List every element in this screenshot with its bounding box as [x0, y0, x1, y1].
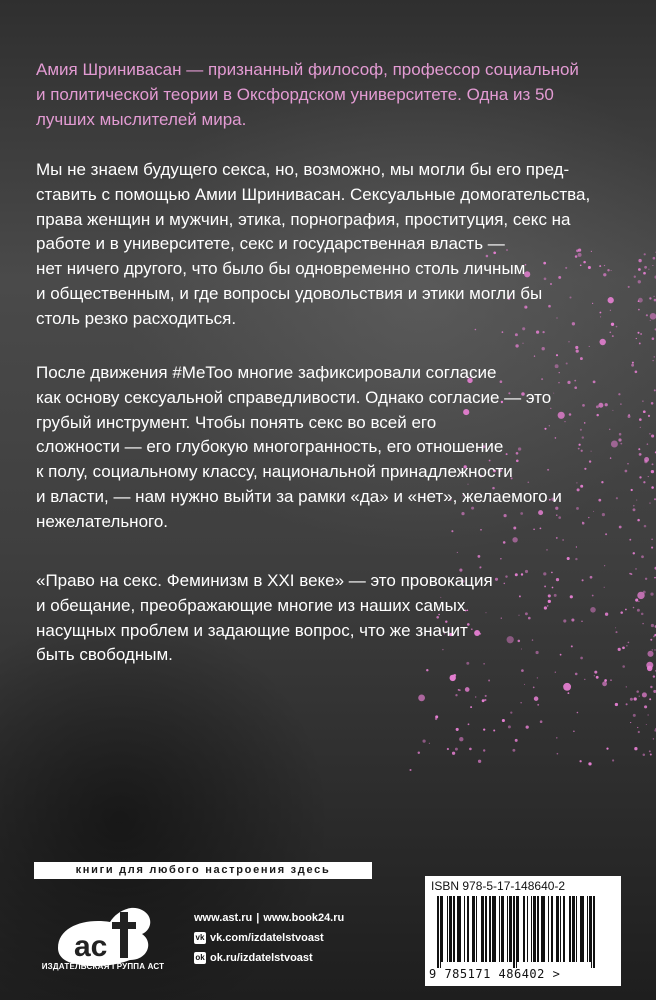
splatter-dot: [568, 341, 569, 342]
splatter-dot: [650, 313, 656, 320]
splatter-dot: [644, 705, 647, 708]
splatter-dot: [456, 728, 459, 731]
splatter-dot: [512, 537, 517, 542]
splatter-dot: [447, 748, 449, 750]
splatter-dot: [650, 686, 652, 688]
splatter-dot: [520, 702, 521, 703]
barcode-bar: [495, 896, 496, 962]
splatter-dot: [465, 687, 470, 692]
splatter-dot: [556, 737, 557, 738]
splatter-dot: [606, 748, 608, 750]
splatter-dot: [600, 339, 606, 345]
splatter-dot: [426, 669, 428, 671]
splatter-dot: [452, 752, 455, 755]
body-paragraph: [36, 569, 636, 668]
splatter-dot: [648, 269, 649, 270]
splatter-dot: [640, 427, 641, 428]
splatter-dot: [435, 718, 437, 720]
barcode-bar: [476, 896, 477, 962]
splatter-dot: [458, 689, 460, 691]
barcode-bar: [507, 896, 508, 962]
text-line: нежелательного.: [36, 511, 169, 531]
splatter-dot: [575, 558, 577, 560]
splatter-dot: [483, 728, 485, 730]
barcode-bar: [503, 896, 504, 962]
barcode-bar: [541, 896, 543, 962]
splatter-dot: [634, 747, 637, 750]
website-link[interactable]: www.book24.ru: [263, 912, 345, 924]
vk-icon: vk: [195, 933, 205, 942]
barcode-bar: [580, 896, 581, 962]
splatter-dot: [649, 297, 651, 299]
barcode-icon: [431, 896, 615, 968]
splatter-dot: [485, 695, 487, 697]
barcode-bar: [493, 896, 495, 962]
splatter-dot: [651, 547, 653, 549]
splatter-dot: [503, 541, 506, 544]
text-line: как основу сексуальной справедливости. Однако согласие — это: [36, 387, 552, 407]
barcode-bar: [543, 896, 544, 962]
text-line: и политической теории в Оксфордском университете. Одна из 50: [36, 84, 554, 104]
splatter-dot: [484, 699, 486, 701]
splatter-dot: [641, 555, 644, 558]
splatter-dot: [500, 558, 501, 559]
splatter-dot: [648, 415, 650, 417]
barcode-bar: [576, 896, 577, 962]
splatter-dot: [644, 253, 646, 255]
barcode-bar: [583, 896, 584, 962]
splatter-dot: [649, 433, 651, 435]
splatter-dot: [649, 698, 651, 700]
text-line: столь резко расходиться.: [36, 308, 237, 328]
text-line: грубый инструмент. Чтобы понять секс во всей его: [36, 412, 437, 432]
text-line: и общественным, и где вопросы удовольствия и этики могли бы: [36, 283, 543, 303]
text-line: ставить с помощью Амии Шринивасан. Сексуальные домогательства,: [36, 184, 591, 204]
barcode-bar: [459, 896, 460, 962]
splatter-dot: [457, 552, 458, 553]
splatter-dot: [524, 684, 525, 685]
barcode-bar: [472, 896, 473, 962]
barcode-bar: [533, 896, 535, 962]
text-line: Мы не знаем будущего секса, но, возможно, мы могли бы его пред-: [36, 160, 570, 179]
barcode-bar: [513, 896, 515, 968]
splatter-dot: [640, 333, 642, 335]
splatter-dot: [546, 549, 547, 550]
splatter-dot: [642, 623, 643, 624]
barcode-bar: [569, 896, 571, 962]
splatter-dot: [557, 753, 559, 755]
barcode-bar: [509, 896, 511, 962]
splatter-dot: [555, 672, 556, 673]
splatter-dot: [453, 674, 456, 677]
splatter-dot: [647, 651, 653, 657]
barcode-box: [425, 876, 621, 986]
splatter-dot: [493, 729, 495, 731]
splatter-dot: [584, 679, 585, 680]
splatter-dot: [478, 555, 481, 558]
description-3: [36, 569, 636, 668]
splatter-dot: [604, 565, 605, 566]
splatter-dot: [636, 338, 637, 339]
splatter-dot: [645, 578, 647, 580]
barcode-bar: [524, 896, 525, 962]
splatter-dot: [643, 410, 646, 413]
splatter-dot: [482, 699, 485, 702]
slogan-band: книги для любого настроения здесь: [34, 862, 372, 879]
barcode-bar: [511, 896, 512, 962]
splatter-dot: [654, 356, 655, 357]
publisher-name: ИЗДАТЕЛЬСКАЯ ГРУППА АСТ: [41, 962, 165, 971]
barcode-bar: [557, 896, 559, 962]
splatter-dot: [596, 676, 599, 679]
splatter-dot: [575, 346, 578, 349]
barcode-bar: [437, 896, 439, 968]
splatter-dot: [475, 696, 476, 697]
splatter-dot: [468, 723, 470, 725]
body-paragraph: [36, 361, 636, 535]
splatter-dot: [633, 714, 636, 717]
splatter-dot: [651, 402, 654, 405]
barcode-bar: [489, 896, 491, 962]
text-line: работе и в университете, секс и государственная власть —: [36, 234, 505, 254]
barcode-bar: [572, 896, 573, 962]
splatter-dot: [652, 265, 653, 266]
splatter-dot: [589, 346, 590, 347]
barcode-bar: [573, 896, 575, 962]
barcode-bar: [564, 896, 565, 962]
barcode-bar: [464, 896, 465, 962]
splatter-dot: [639, 696, 640, 697]
barcode-bar: [523, 896, 524, 962]
barcode-bar: [537, 896, 539, 962]
text-line: сложности — его глубокую многогранность, его отношение: [36, 437, 504, 457]
splatter-dot: [470, 706, 472, 708]
barcode-bar: [485, 896, 487, 962]
splatter-dot: [526, 725, 529, 728]
splatter-dot: [483, 749, 485, 751]
publisher-links: [194, 908, 344, 968]
splatter-dot: [478, 760, 481, 763]
splatter-dot: [653, 296, 654, 297]
splatter-dot: [515, 344, 518, 347]
barcode-bar: [581, 896, 583, 962]
splatter-dot: [638, 332, 640, 334]
separator: |: [256, 912, 260, 924]
splatter-dot: [646, 724, 647, 725]
splatter-dot: [488, 680, 490, 682]
splatter-dot: [649, 750, 651, 752]
description-1: [36, 158, 636, 332]
splatter-dot: [651, 649, 653, 651]
splatter-dot: [534, 355, 535, 356]
barcode-digits: 9 785171 486402 >: [429, 967, 561, 981]
barcode-bar: [457, 896, 459, 962]
barcode-bar: [468, 896, 469, 962]
splatter-dot: [652, 337, 655, 340]
splatter-dot: [637, 609, 640, 612]
splatter-dot: [508, 725, 511, 728]
barcode-bar: [563, 896, 564, 962]
splatter-dot: [579, 760, 581, 762]
splatter-dot: [594, 675, 595, 676]
website-link[interactable]: www.ast.ru: [194, 912, 253, 924]
splatter-dot: [638, 259, 641, 262]
splatter-dot: [612, 759, 614, 761]
barcode-bar: [552, 896, 553, 962]
barcode-bar: [501, 896, 503, 962]
splatter-dot: [653, 675, 655, 677]
text-line: права женщин и мужчин, этика, порнография, проституция, секс на: [36, 209, 571, 229]
splatter-dot: [650, 639, 652, 641]
ok-link[interactable]: ok.ru/izdatelstvoast: [210, 952, 313, 964]
splatter-dot: [563, 683, 571, 691]
vk-link[interactable]: vk.com/izdatelstvoast: [210, 932, 324, 944]
splatter-dot: [636, 690, 639, 693]
barcode-bar: [440, 896, 441, 968]
splatter-dot: [556, 537, 558, 539]
splatter-dot: [604, 679, 607, 682]
text-line: к полу, социальному классу, национальной принадлежности: [36, 462, 513, 482]
splatter-dot: [534, 696, 539, 701]
description-2: [36, 361, 636, 535]
splatter-dot: [648, 715, 649, 716]
splatter-dot: [609, 331, 611, 333]
splatter-dot: [562, 539, 563, 540]
splatter-dot: [588, 762, 591, 765]
text-line: быть свободным.: [36, 645, 173, 665]
splatter-dot: [639, 418, 642, 421]
splatter-dot: [610, 679, 612, 681]
splatter-dot: [644, 457, 649, 462]
barcode-bar: [451, 896, 452, 962]
barcode-bar: [556, 896, 557, 962]
splatter-dot: [648, 476, 649, 477]
barcode-bar: [460, 896, 461, 962]
splatter-dot: [639, 342, 641, 344]
splatter-dot: [612, 335, 614, 337]
barcode-bar: [453, 896, 455, 962]
splatter-dot: [630, 698, 633, 701]
splatter-dot: [626, 703, 628, 705]
vk-row: [194, 928, 344, 948]
text-line: насущных проблем и задающие вопрос, что же значит: [36, 620, 468, 640]
splatter-dot: [630, 722, 631, 723]
splatter-dot: [580, 357, 583, 360]
barcode-bar: [449, 896, 451, 962]
splatter-dot: [576, 546, 577, 547]
barcode-bar: [499, 896, 500, 962]
splatter-dot: [638, 268, 641, 271]
splatter-dot: [652, 463, 654, 465]
splatter-dot: [650, 592, 653, 595]
barcode-bar: [589, 896, 591, 962]
splatter-dot: [653, 738, 654, 739]
splatter-dot: [575, 673, 578, 676]
splatter-dot: [556, 354, 558, 356]
barcode-bar: [560, 896, 561, 962]
ast-logo-icon: [38, 890, 168, 990]
splatter-dot: [615, 703, 618, 706]
splatter-dot: [510, 711, 512, 713]
splatter-dot: [647, 666, 650, 669]
text-line: и власти, — нам нужно выйти за рамки «да» и «нет», желаемого и: [36, 486, 562, 506]
splatter-dot: [522, 343, 523, 344]
splatter-dot: [651, 470, 654, 473]
splatter-dot: [515, 333, 518, 336]
splatter-dot: [637, 519, 640, 522]
splatter-dot: [502, 719, 505, 722]
splatter-dot: [643, 272, 646, 275]
barcode-bar: [527, 896, 528, 962]
splatter-dot: [644, 266, 647, 269]
splatter-dot: [639, 476, 641, 478]
splatter-dot: [651, 486, 654, 489]
isbn-label: ISBN 978-5-17-148640-2: [431, 879, 566, 893]
splatter-dot: [639, 453, 642, 456]
splatter-dot: [643, 591, 646, 594]
splatter-dot: [629, 539, 631, 541]
ok-icon: ok: [195, 953, 205, 962]
ok-row: [194, 948, 344, 968]
barcode-bar: [517, 896, 519, 962]
splatter-dot: [469, 748, 472, 751]
splatter-dot: [455, 694, 457, 696]
splatter-dot: [653, 360, 654, 361]
barcode-bar: [473, 896, 475, 962]
text-line: Амия Шринивасан — признанный философ, профессор социальной: [36, 60, 579, 79]
website-row: [194, 908, 344, 928]
splatter-dot: [594, 671, 597, 674]
barcode-bar: [483, 896, 484, 962]
splatter-dot: [633, 552, 635, 554]
text-line: и обещание, преображающие многие из наших самых: [36, 595, 466, 615]
splatter-dot: [651, 624, 654, 627]
barcode-bar: [535, 896, 536, 962]
splatter-dot: [634, 697, 637, 700]
splatter-dot: [455, 748, 458, 751]
splatter-dot: [542, 347, 545, 350]
splatter-dot: [409, 769, 411, 771]
splatter-dot: [418, 694, 425, 701]
splatter-dot: [576, 350, 579, 353]
splatter-dot: [418, 752, 420, 754]
splatter-dot: [643, 481, 645, 483]
splatter-dot: [537, 704, 539, 706]
splatter-dot: [638, 298, 643, 303]
barcode-bar: [591, 896, 592, 968]
barcode-bar: [531, 896, 532, 962]
barcode-bar: [467, 896, 468, 962]
splatter-dot: [636, 500, 637, 501]
splatter-dot: [650, 320, 651, 321]
splatter-dot: [651, 538, 653, 540]
splatter-dot: [512, 749, 515, 752]
splatter-dot: [642, 400, 643, 401]
splatter-dot: [567, 557, 570, 560]
body-paragraph: [36, 158, 636, 332]
barcode-bar: [544, 896, 545, 962]
splatter-dot: [515, 739, 518, 742]
splatter-dot: [423, 740, 426, 743]
barcode-bar: [548, 896, 549, 962]
splatter-dot: [459, 737, 463, 741]
splatter-dot: [429, 743, 430, 744]
author-bio: [36, 58, 636, 132]
splatter-dot: [577, 712, 579, 714]
text-line: «Право на секс. Феминизм в XXI веке» — это провокация: [36, 571, 493, 590]
splatter-dot: [641, 613, 644, 616]
splatter-dot: [643, 754, 646, 757]
barcode-bar: [516, 896, 517, 968]
text-line: нет ничего другого, что было бы одновременно столь личным: [36, 259, 526, 279]
splatter-dot: [644, 525, 647, 528]
splatter-dot: [651, 434, 654, 437]
splatter-dot: [626, 686, 627, 687]
logo-text: ac: [74, 930, 108, 963]
text-line: После движения #MeToo многие зафиксировали согласие: [36, 363, 497, 382]
splatter-dot: [638, 309, 640, 311]
splatter-dot: [540, 720, 543, 723]
splatter-dot: [537, 677, 538, 678]
splatter-dot: [638, 448, 640, 450]
barcode-bar: [492, 896, 493, 962]
splatter-dot: [650, 754, 652, 756]
splatter-dot: [602, 681, 607, 686]
splatter-dot: [642, 692, 647, 697]
barcode-bar: [587, 896, 588, 962]
splatter-dot: [638, 280, 641, 283]
splatter-dot: [647, 443, 649, 445]
bio-paragraph: [36, 58, 636, 132]
splatter-dot: [638, 731, 640, 733]
barcode-bar: [481, 896, 483, 962]
splatter-dot: [649, 502, 650, 503]
barcode-bar: [551, 896, 552, 962]
splatter-dot: [521, 669, 524, 672]
splatter-dot: [533, 687, 535, 689]
splatter-dot: [567, 692, 569, 694]
splatter-dot: [573, 731, 575, 733]
splatter-dot: [646, 314, 648, 316]
splatter-dot: [653, 257, 656, 260]
text-line: лучших мыслителей мира.: [36, 109, 247, 129]
splatter-dot: [638, 601, 639, 602]
splatter-dot: [637, 727, 638, 728]
barcode-bar: [593, 896, 595, 968]
barcode-bar: [447, 896, 448, 962]
barcode-bar: [441, 896, 443, 962]
